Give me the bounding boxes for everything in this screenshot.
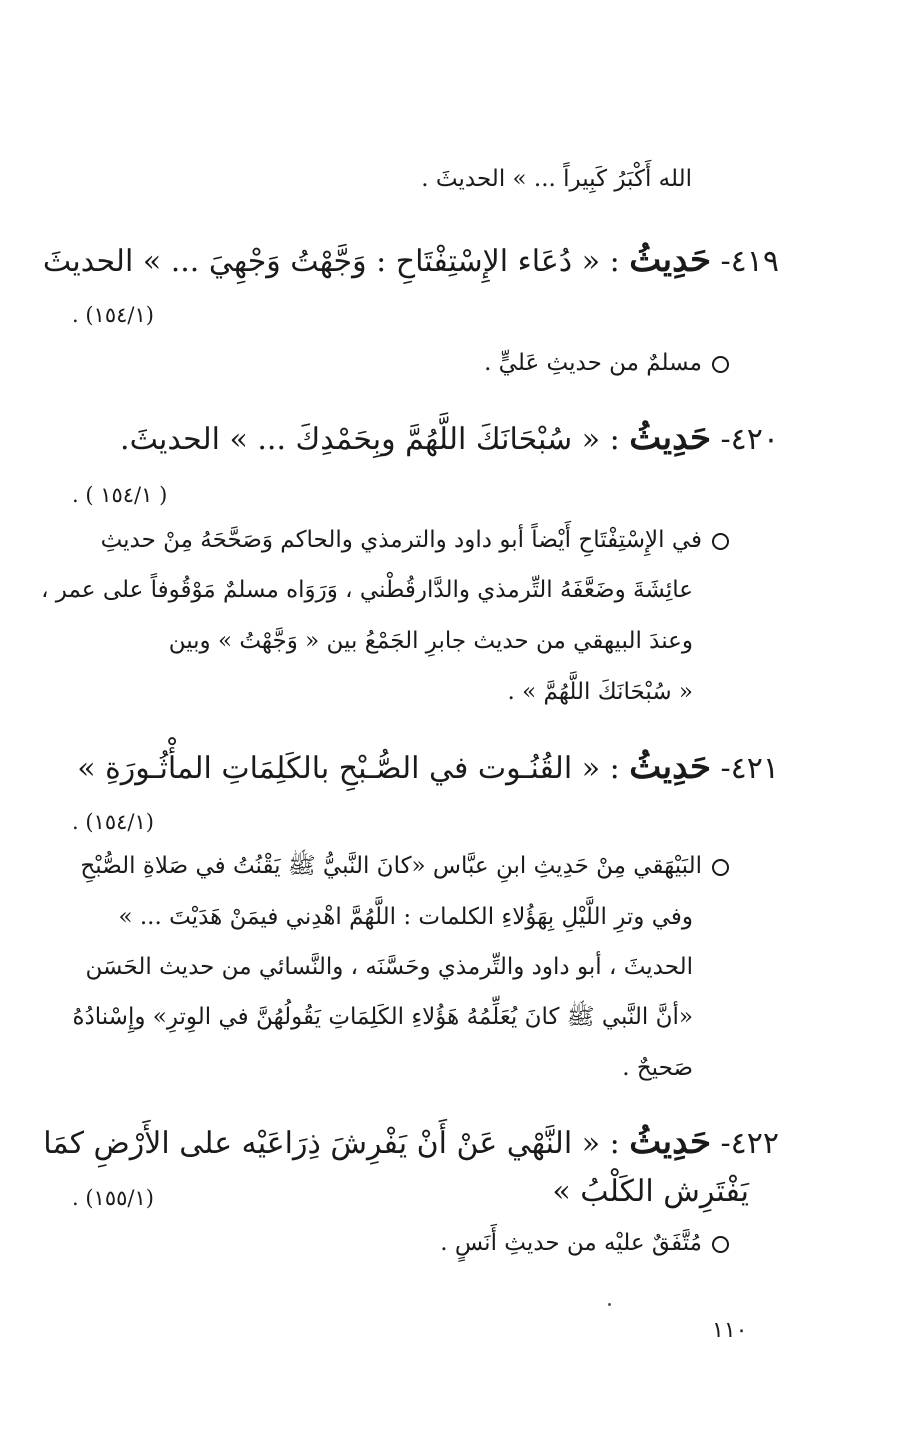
entry-421-reference: . (١٥٤/١) [72,810,154,834]
note-line: في الإِسْتِفْتَاحِ أَيْضاً أبو داود والترمذي والحاكم وَصَحَّحَهُ مِنْ حديثِ [100,527,702,553]
entry-419-heading [43,240,779,281]
entry-number: ٤٢١- [720,751,779,786]
bullet-circle-icon [712,356,729,373]
entry-text: : « النَّهْي عَنْ أَنْ يَفْرِشَ ذِرَاعَيْه على الأَرْضِ كمَا [43,1126,620,1161]
entry-420-note-line-4: « سُبْحَانَكَ اللَّهُمَّ » . [507,679,693,705]
entry-421-note-line-1 [80,853,729,881]
entry-text: : « سُبْحَانَكَ اللَّهُمَّ وبِحَمْدِكَ ... » الحديثَ. [120,422,620,457]
entry-420-note-line-3: وعندَ البيهقي من حديث جابرِ الجَمْعُ بين « وَجَّهْتُ » وبين [168,628,693,654]
entry-number: ٤١٩- [720,244,779,279]
entry-text: : « دُعَاء الإِسْتِفْتَاحِ : وَجَّهْتُ وَجْهِيَ ... » الحديثَ [42,244,620,279]
entry-419-note [484,350,729,378]
entry-keyword: حَدِيثُ [629,1122,711,1162]
entry-keyword: حَدِيثُ [629,747,711,787]
entry-keyword: حَدِيثُ [629,418,711,458]
entry-keyword: حَدِيثُ [629,240,711,280]
entry-422-reference: . (١٥٥/١) [72,1186,154,1210]
continuation-line: الله أَكْبَرُ كَبِيراً ... » الحديثَ . [421,166,692,192]
page-number: ١١٠ [712,1318,748,1343]
entry-number: ٤٢٢- [720,1126,779,1161]
entry-419-reference: . (١٥٤/١) [72,303,154,327]
entry-420-note-line-1 [101,527,729,555]
entry-421-note-line-4: «أنَّ النَّبي ﷺ كانَ يُعَلِّمُهُ هَؤُلاءِ الكَلِمَاتِ يَقُولُهُنَّ في الوِترِ» وإِسْنادُهُ [72,1004,693,1030]
bullet-circle-icon [712,533,729,550]
note-line: مُتَّفَقٌ عليْه من حديثِ أَنَسٍ . [440,1230,702,1256]
entry-421-note-line-3: الحديثَ ، أبو داود والتِّرمذي وحَسَّنَه ، والنَّسائي من حديث الحَسَن [85,954,693,980]
entry-422-note [440,1230,729,1258]
print-speck [608,1303,611,1306]
entry-421-note-line-5: صَحيحٌ . [622,1055,693,1081]
entry-420-heading [120,418,779,459]
entry-422-heading [43,1122,779,1163]
entry-422-heading-line-2: يَفْتَرِش الكَلْبُ » [552,1174,749,1209]
entry-420-reference: . ( ١٥٤/١ ) [72,483,168,507]
note-line: مسلمٌ من حديثِ عَليٍّ . [484,350,702,376]
note-line: البَيْهَقي مِنْ حَدِيثِ ابنِ عبَّاس «كانَ النَّبيُّ ﷺ يَقْنُتُ في صَلاةِ الصُّبْحِ [80,853,702,879]
bullet-circle-icon [712,859,729,876]
entry-420-note-line-2: عائِشَةَ وضَعَّفَهُ التِّرمذي والدَّارقُطْني ، وَرَوَاه مسلمٌ مَوْقُوفاً على عمر ، [41,577,693,603]
entry-number: ٤٢٠- [720,422,779,457]
entry-421-note-line-2: وفي وترِ اللَّيْلِ بِهَؤُلاءِ الكلمات : اللَّهُمَّ اهْدِني فيمَنْ هَدَيْتَ ... » [118,904,693,930]
entry-text: : « القُنُـوت في الصُّـبْحِ بالكَلِمَاتِ المأْثُـورَةِ » [77,751,620,786]
entry-421-heading [77,747,779,788]
bullet-circle-icon [712,1236,729,1253]
